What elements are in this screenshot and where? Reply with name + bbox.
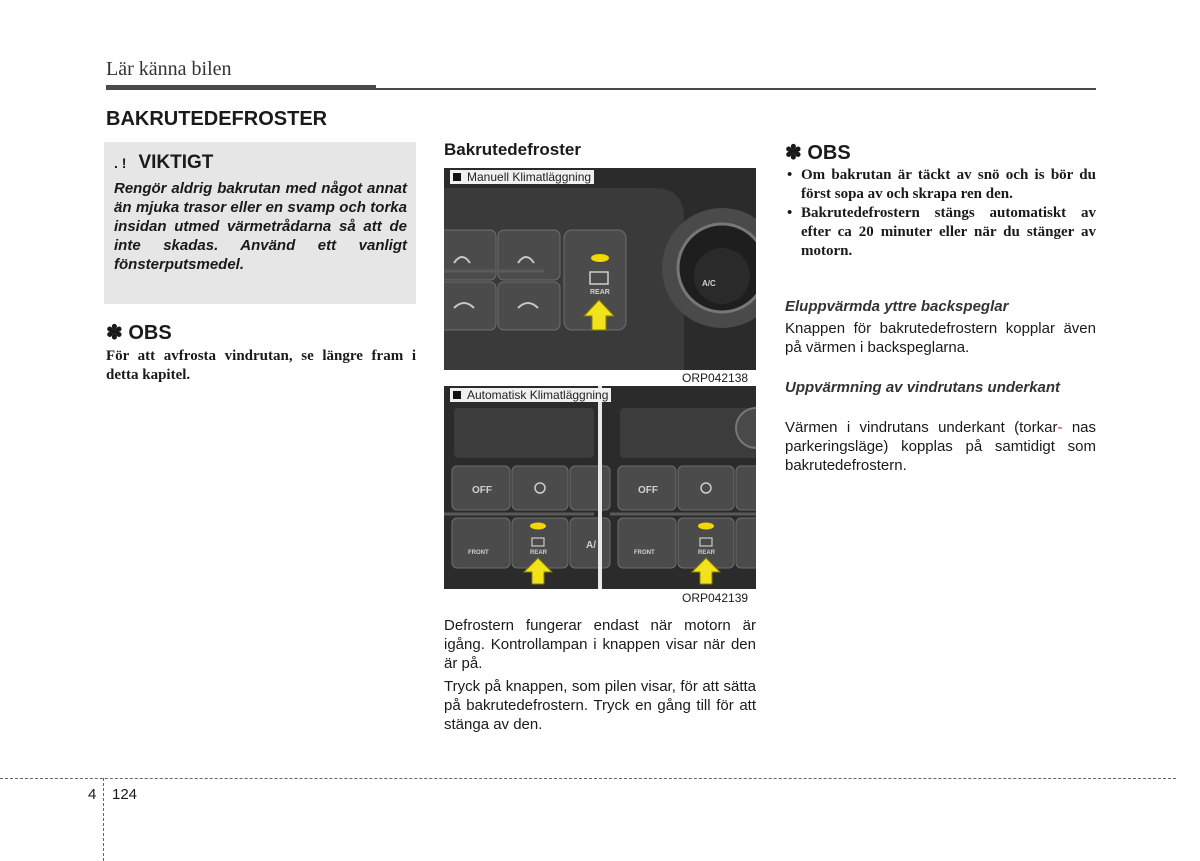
ac-label-left: A/ [586, 540, 596, 551]
footer-chapter-number: 4 [88, 786, 97, 803]
mirrors-heading: Eluppvärmda yttre backspeglar [785, 298, 1009, 315]
wiper-hyphen: - [1057, 419, 1063, 436]
warning-box [104, 142, 416, 304]
obs-right-title: ✽ OBS [785, 142, 851, 164]
footer-dashed-rule [0, 778, 1176, 779]
obs-left-title: ✽ OBS [106, 322, 172, 344]
chapter-title: Lär känna bilen [106, 58, 232, 80]
header-rule-thin [376, 88, 1096, 90]
list-item: • Om bakrutan är täckt av snö och is bör du först sopa av och skrapa ren den. [785, 166, 1096, 204]
figure2-label-text: Automatisk Klimatläggning [467, 388, 609, 402]
middle-title: Bakrutedefroster [444, 140, 581, 159]
front-label-right: FRONT [634, 550, 655, 556]
exclamation-icon: . ! [114, 155, 127, 171]
figure1-label [450, 170, 594, 184]
figure2-label [450, 388, 611, 402]
footer-dashed-divider [103, 778, 104, 861]
section-title: BAKRUTEDEFROSTER [106, 108, 328, 130]
figure-manual-climate [444, 168, 756, 370]
square-bullet-icon [453, 391, 461, 399]
ac-knob-label: A/C [702, 279, 716, 288]
front-label-left: FRONT [468, 550, 489, 556]
automatic-climate-illustration [444, 386, 756, 589]
figure-automatic-climate [444, 386, 756, 589]
off-label-right: OFF [638, 485, 658, 496]
off-label-left: OFF [472, 485, 492, 496]
obs-left-text: För att avfrosta vindrutan, se längre fram i detta kapitel. [106, 348, 416, 383]
mirrors-text: Knappen för bakrutedefrostern kopplar även på värmen i backspeglarna. [785, 320, 1096, 356]
footer-page-number: 124 [112, 786, 138, 803]
wiper-heading: Uppvärmning av vindrutans underkant [785, 379, 1061, 396]
warning-title-text: VIKTIGT [138, 152, 214, 173]
rear-button-label: REAR [590, 289, 610, 296]
rear-label-right: REAR [698, 550, 716, 556]
middle-paragraph-1: Defrostern fungerar endast när motorn är igång. Kontrollampan i knappen visar när den är på. [444, 617, 756, 672]
obs-right-list [785, 166, 1096, 261]
square-bullet-icon [453, 173, 461, 181]
figure1-label-text: Manuell Klimatläggning [467, 170, 592, 184]
rear-label-left: REAR [530, 550, 548, 556]
warning-text: Rengör aldrig bakrutan med något annat än mjuka trasor eller en svamp och torka insidan utmed värmetrådarna så att de inte skadas. Använd ett vanligt fönsterputsmedel. [114, 180, 407, 273]
middle-paragraph-2: Tryck på knappen, som pilen visar, för att sätta på bakrutedefrostern. Tryck en gång till för att stänga av den. [444, 678, 756, 733]
list-item: • Bakrutedefrostern stängs automatiskt av efter ca 20 minuter eller när du stänger av motorn. [785, 204, 1096, 261]
wiper-text-start: Värmen i vindrutans underkant (torkar [785, 419, 1058, 436]
wiper-text-end: nas parkeringsläge) kopplas på samtidigt som bakrutedefrostern. [785, 419, 1096, 474]
warning-title [114, 152, 213, 174]
figure1-code: ORP042138 [682, 371, 749, 385]
figure2-code: ORP042139 [682, 591, 749, 605]
manual-climate-illustration [444, 168, 756, 370]
header-rule-thick [106, 85, 376, 90]
wiper-text [785, 418, 1096, 475]
